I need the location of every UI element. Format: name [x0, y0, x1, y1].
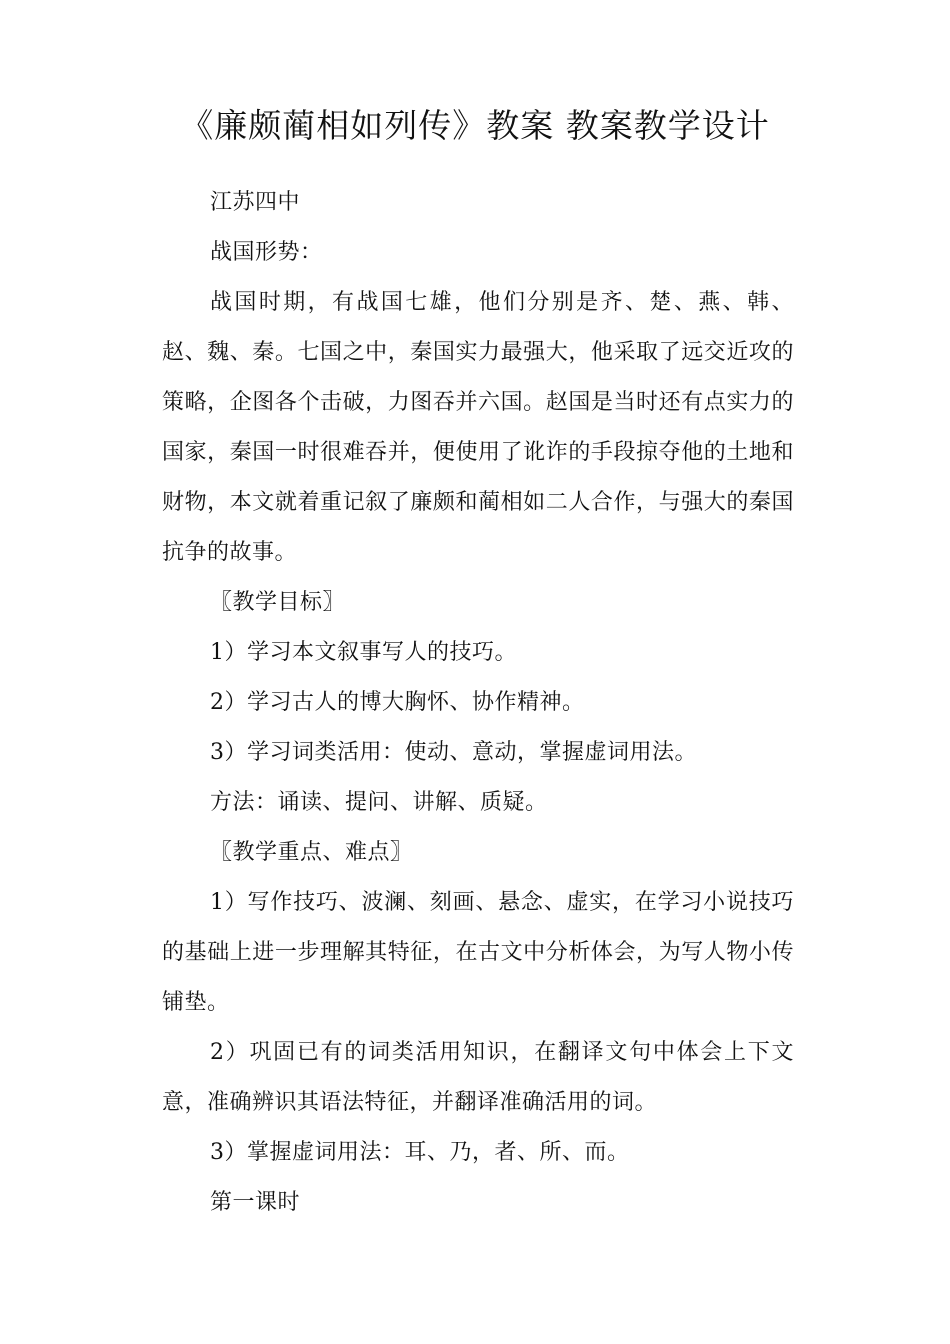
paragraph-background: 战国时期，有战国七雄，他们分别是齐、楚、燕、韩、赵、魏、秦。七国之中，秦国实力最强大，他采取了远交近攻的策略，企图各个击破，力图吞并六国。赵国是当时还有点实力的国家，秦国一时很难吞并，便使用了讹诈的手段掠夺他的土地和财物，本文就着重记叙了廉颇和蔺相如二人合作，与强大的秦国抗争的故事。 — [162, 290, 794, 565]
objective-item-2: 2）学习古人的博大胸怀、协作精神。 — [210, 690, 585, 715]
lesson-heading: 第一课时 — [210, 1190, 301, 1215]
section-heading-objectives: 〖教学目标〗 — [210, 590, 346, 615]
author-line: 江苏四中 — [210, 190, 301, 215]
key-point-item-3: 3）掌握虚词用法：耳、乃，者、所、而。 — [210, 1140, 630, 1165]
objective-item-1: 1）学习本文叙事写人的技巧。 — [210, 640, 517, 665]
methods-line: 方法：诵读、提问、讲解、质疑。 — [210, 790, 548, 815]
section-heading-key-points: 〖教学重点、难点〗 — [210, 840, 413, 865]
document-title: 《廉颇蔺相如列传》教案 教案教学设计 — [180, 106, 770, 145]
document-body — [162, 178, 794, 1228]
section-heading-situation: 战国形势： — [210, 240, 323, 265]
key-point-item-1: 1）写作技巧、波澜、刻画、悬念、虚实，在学习小说技巧的基础上进一步理解其特征，在古文中分析体会，为写人物小传铺垫。 — [162, 890, 794, 1015]
key-point-item-2: 2）巩固已有的词类活用知识，在翻译文句中体会上下文意，准确辨识其语法特征，并翻译准确活用的词。 — [162, 1040, 794, 1115]
objective-item-3: 3）学习词类活用：使动、意动，掌握虚词用法。 — [210, 740, 697, 765]
